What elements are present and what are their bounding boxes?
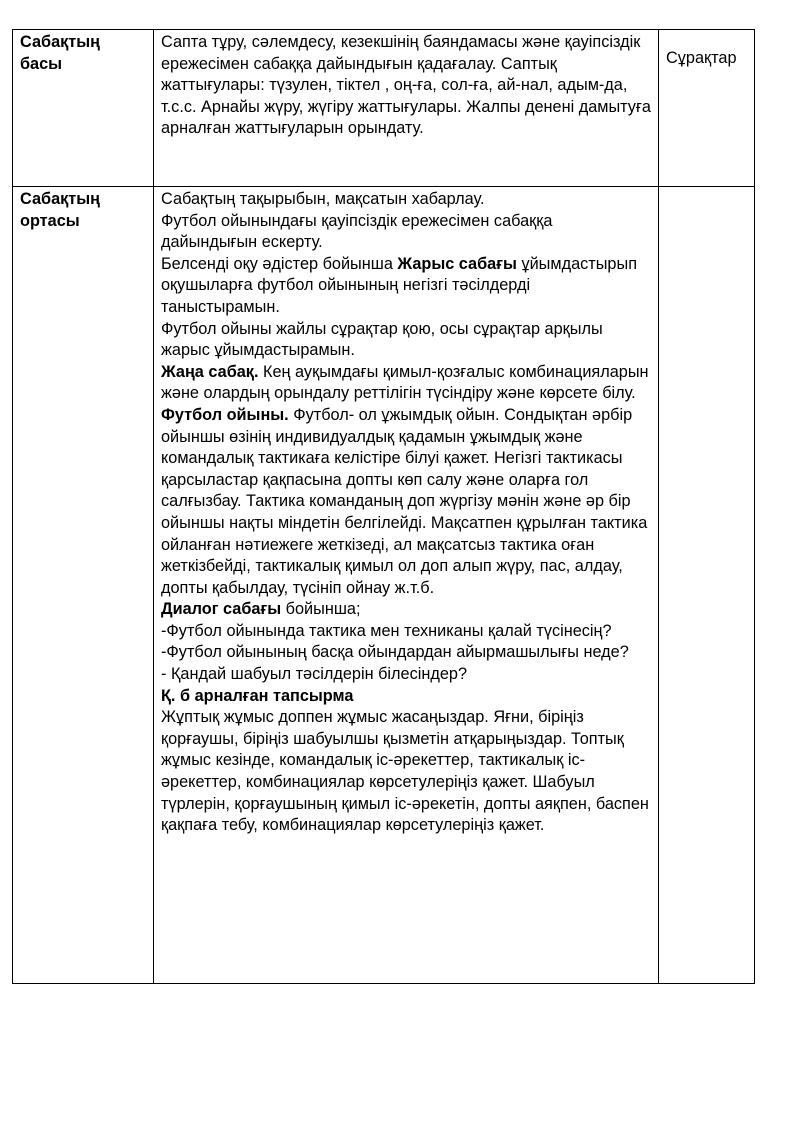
section-cell <box>13 187 154 984</box>
section-title: Сабақтың ортасы <box>20 190 100 230</box>
plain-text: Белсенді оқу әдістер бойынша <box>161 254 398 273</box>
content-paragraph: Футбол ойынындағы қауіпсіздік ережесімен сабаққа дайындығын ескерту. <box>161 211 553 252</box>
content-text: Сапта тұру, сәлемдесу, кезекшінің баяндамасы және қауіпсіздік ережесімен сабаққа дайындығын қадағалау. Саптық жаттығулары: түзулен, тіктел , оң-ға, сол-ға, ай-нал, адым-да, т.с.с. Арнайы жүру, жүгіру жаттығулары. Жалпы денені дамытуға арналған жаттығуларын орындату. <box>161 33 651 138</box>
bold-term: Жаңа сабақ. <box>161 362 259 381</box>
plain-text: Футбол- ол ұжымдық ойын. Сондықтан әрбір ойыншы өзінің индивидуалдық қадамын ұжымдық және командалық тактикаға келістіре білуі қажет. Негізгі тактикасы қарсыластар қақпасына допты көп салу және оларға гол салғызбау. Тактика команданың доп жүргізу мәнін және әр бір ойыншы нақты міндетін белгілейді. Мақсатпен құрылған тактика ойланған нәтиежеге жеткізеді, ал мақсатсыз тактика оған жеткізбейді, тактикалық қимыл ол доп алып жүру, пас, алдау, допты қабылдау, түсініп ойнау ж.т.б. <box>161 405 648 597</box>
content-paragraph: Футбол ойыны жайлы сұрақтар қою, осы сұрақтар арқылы жарыс ұйымдастырамын. <box>161 319 603 360</box>
question-item: - Қандай шабуыл тәсілдерін білесіндер? <box>161 665 468 684</box>
note-text <box>666 189 747 205</box>
question-item: -Футбол ойынының басқа ойындардан айырмашылығы неде? <box>161 643 629 662</box>
table-row <box>13 187 755 984</box>
task-title: Қ. б арналған тапсырма <box>161 686 354 705</box>
content-paragraph <box>161 254 651 319</box>
plain-text: ұйымдастырып оқушыларға футбол ойынының негізгі тәсілдерді таныстырамын. <box>161 254 638 316</box>
plain-text: Кең ауқымдағы қимыл-қозғалыс комбинацияларын және олардың орындалу реттілігін түсіндіру және көрсете білу. <box>161 362 649 403</box>
content-cell <box>154 30 659 187</box>
note-cell <box>659 30 755 187</box>
content-paragraph <box>161 362 651 405</box>
plain-text: бойынша; <box>281 600 361 619</box>
table-row <box>13 30 755 187</box>
note-cell <box>659 187 755 984</box>
bold-term: Футбол ойыны. <box>161 405 289 424</box>
bold-term: Диалог сабағы <box>161 600 282 619</box>
section-title: Сабақтың басы <box>20 33 100 73</box>
content-paragraph <box>161 599 651 621</box>
bold-term: Жарыс сабағы <box>397 254 517 273</box>
content-cell <box>154 187 659 984</box>
section-cell <box>13 30 154 187</box>
content-paragraph: Сабақтың тақырыбын, мақсатын хабарлау. <box>161 190 485 208</box>
task-text: Жұптық жұмыс доппен жұмыс жасаңыздар. Яғни, біріңіз қорғаушы, біріңіз шабуылшы қызметін атқарыңыздар. Топтық жұмыс кезінде, командалық іс-әрекеттер, тактикалық іс-әрекеттер, комбинациялар көрсетулеріңіз қажет. Шабуыл түрлерін, қорғаушының қимыл іс-әрекетін, допты аяқпен, баспен қақпаға тебу, комбинациялар көрсетулеріңіз қажет. <box>161 708 649 835</box>
question-item: -Футбол ойынында тактика мен техниканы қалай түсінесің? <box>161 621 612 640</box>
note-text: Сұрақтар <box>666 49 737 67</box>
content-paragraph <box>161 405 651 599</box>
lesson-plan-table <box>12 29 755 984</box>
